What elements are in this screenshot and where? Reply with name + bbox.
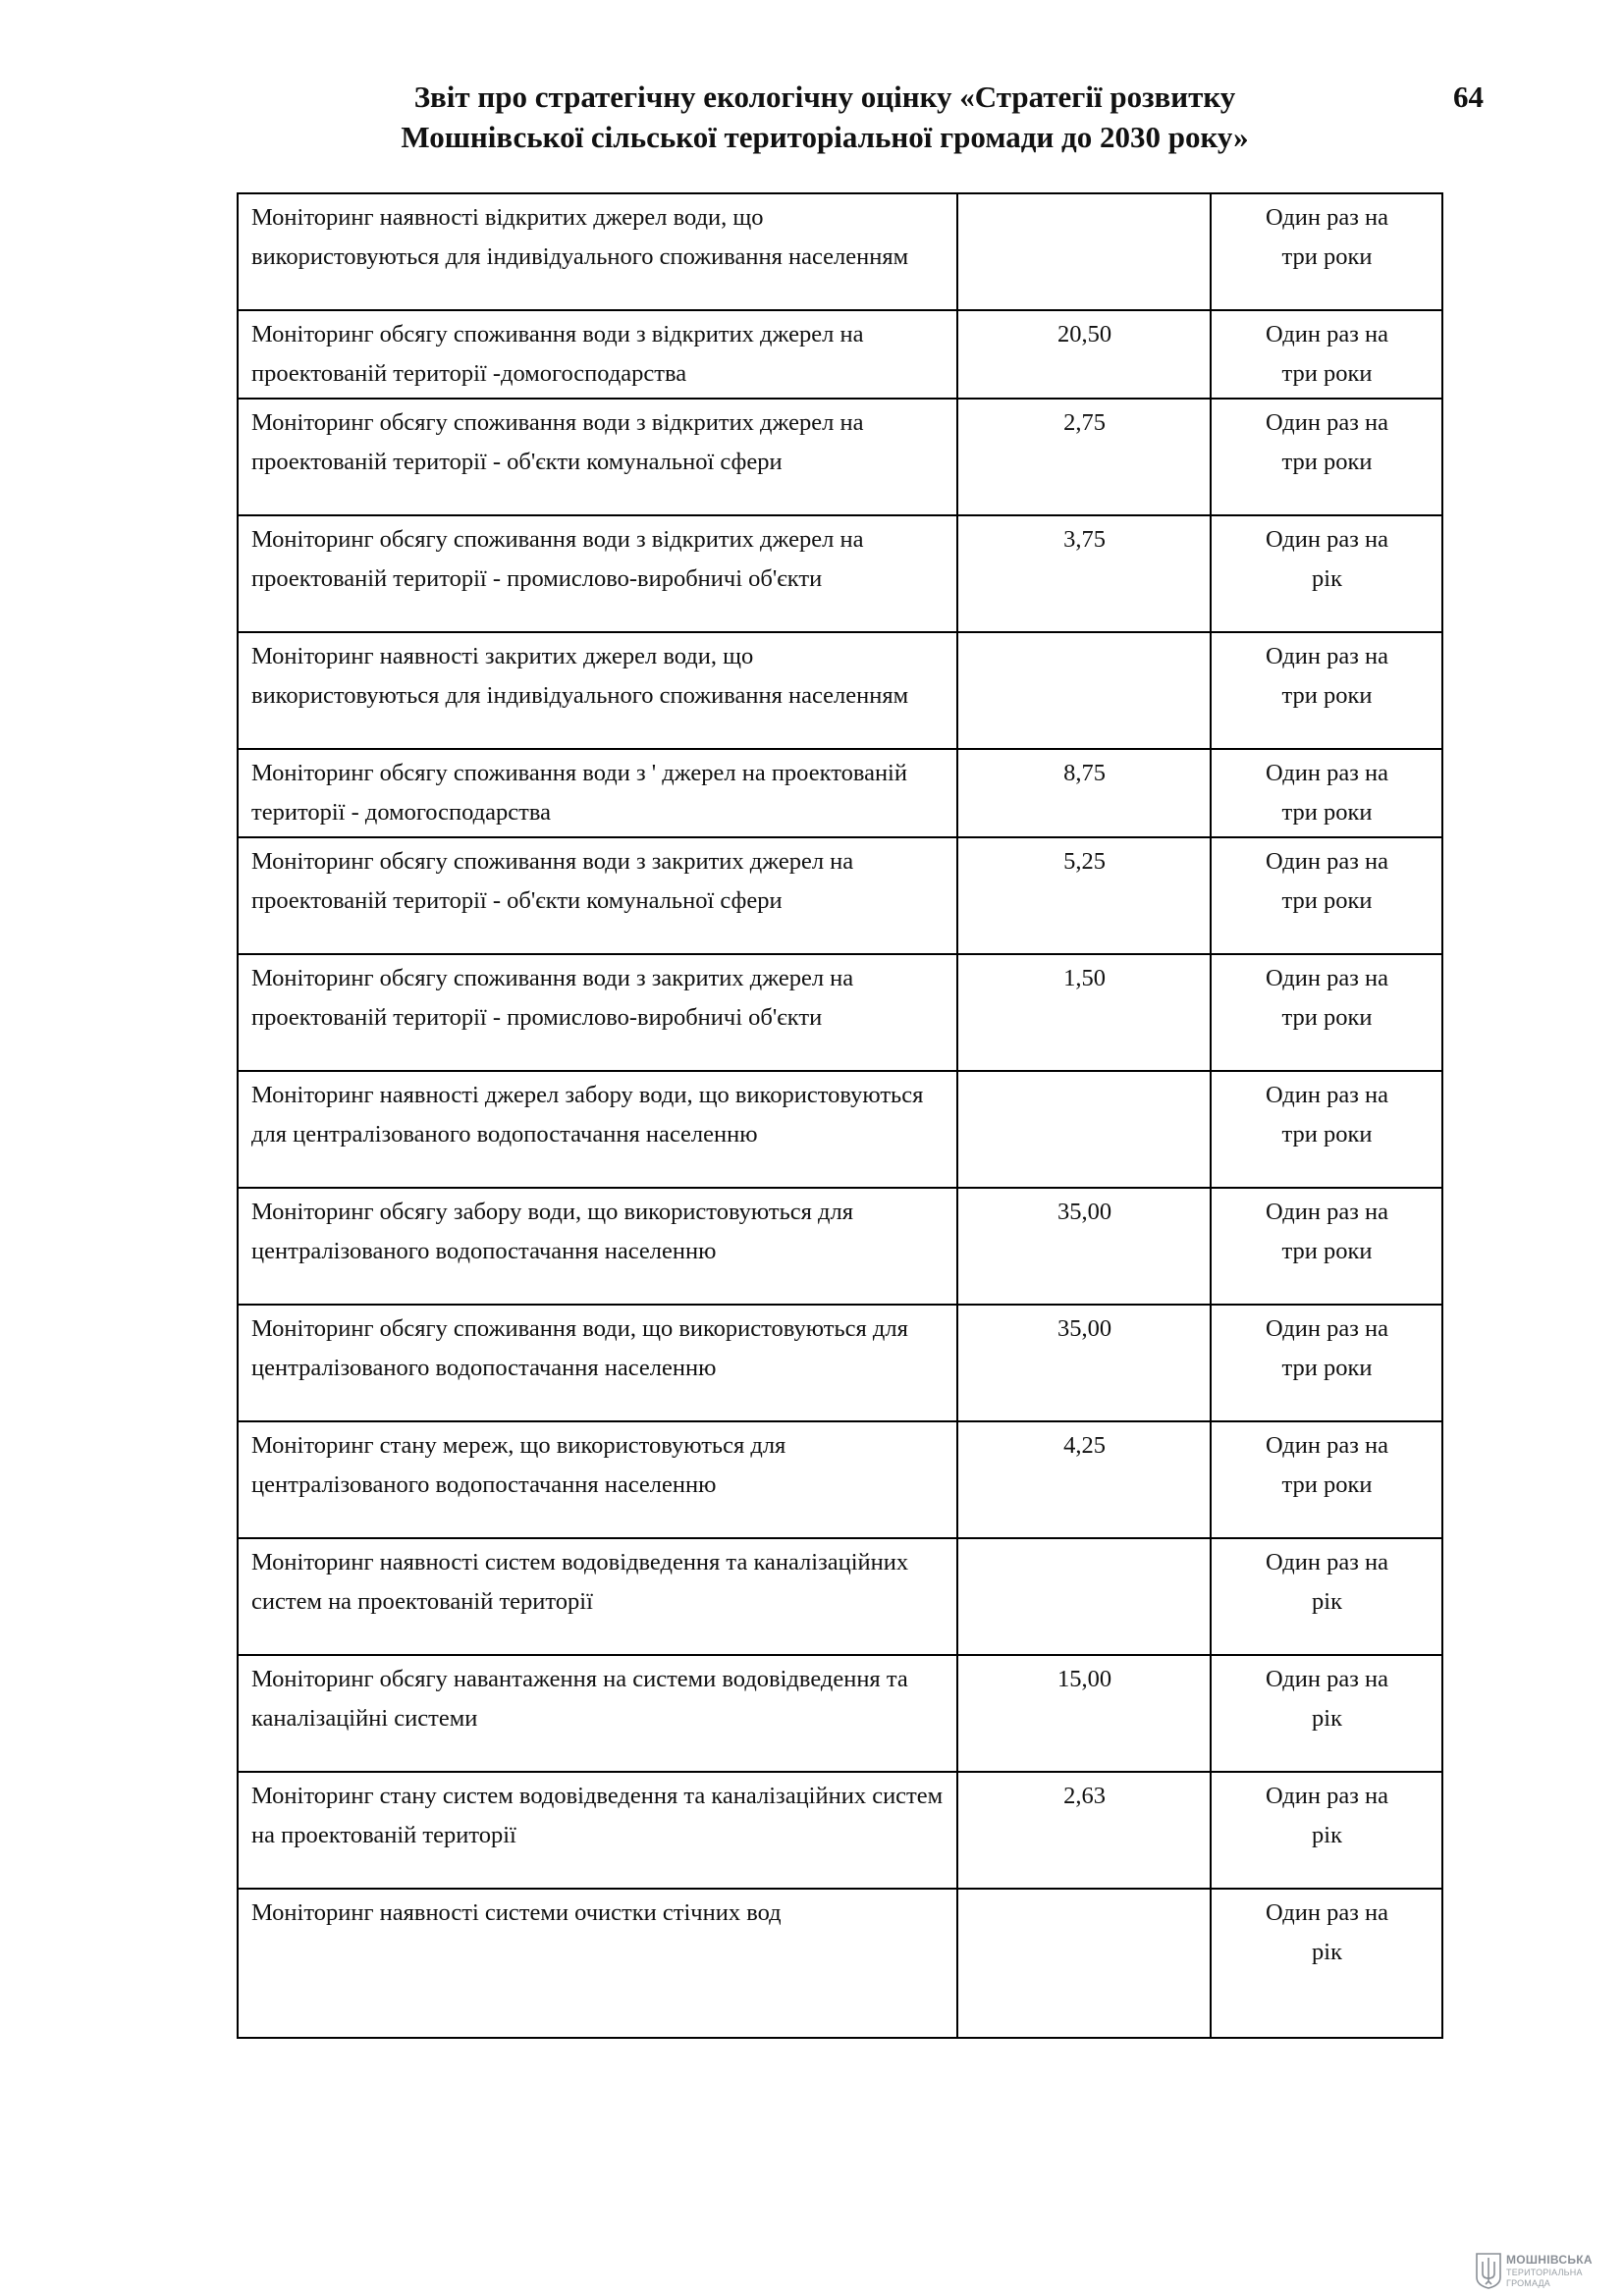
frequency-line: Один раз на xyxy=(1265,321,1389,347)
table-row xyxy=(238,1889,1442,2038)
row-frequency xyxy=(1211,1655,1442,1772)
row-cost: 20,50 xyxy=(957,310,1211,399)
header-title-line1: Звіт про стратегічну екологічну оцінку «Стратегії розвитку xyxy=(413,80,1236,114)
row-frequency xyxy=(1211,310,1442,399)
row-frequency xyxy=(1211,193,1442,310)
frequency-line: рік xyxy=(1312,1588,1342,1615)
frequency-line: Один раз на xyxy=(1265,760,1389,786)
row-description: Моніторинг наявності джерел забору води, що використовуються для централізованого водопостачання населенню xyxy=(238,1071,957,1188)
row-cost: 1,50 xyxy=(957,954,1211,1071)
frequency-line: Один раз на xyxy=(1265,1199,1389,1225)
row-frequency xyxy=(1211,1421,1442,1538)
frequency-line: рік xyxy=(1312,565,1342,592)
table-row xyxy=(238,1538,1442,1655)
row-frequency xyxy=(1211,954,1442,1071)
row-cost xyxy=(957,1538,1211,1655)
row-cost: 35,00 xyxy=(957,1305,1211,1421)
frequency-line: три роки xyxy=(1281,887,1373,914)
frequency-line: Один раз на xyxy=(1265,1549,1389,1575)
row-description: Моніторинг наявності закритих джерел води, що використовуються для індивідуального споживання населенням xyxy=(238,632,957,749)
row-cost: 8,75 xyxy=(957,749,1211,837)
row-cost xyxy=(957,632,1211,749)
page-number: 64 xyxy=(1453,80,1484,114)
page-header xyxy=(295,77,1355,157)
frequency-line: Один раз на xyxy=(1265,848,1389,875)
frequency-line: рік xyxy=(1312,1939,1342,1965)
monitoring-table xyxy=(237,192,1443,2039)
frequency-line: Один раз на xyxy=(1265,1432,1389,1459)
frequency-line: рік xyxy=(1312,1822,1342,1848)
row-description: Моніторинг обсягу споживання води з ' джерел на проектованій території - домогосподарства xyxy=(238,749,957,837)
frequency-line: Один раз на xyxy=(1265,1783,1389,1809)
table-row xyxy=(238,1305,1442,1421)
table-row xyxy=(238,954,1442,1071)
frequency-line: три роки xyxy=(1281,1471,1373,1498)
row-description: Моніторинг обсягу споживання води, що використовуються для централізованого водопостачання населенню xyxy=(238,1305,957,1421)
row-description: Моніторинг наявності відкритих джерел води, що використовуються для індивідуального споживання населенням xyxy=(238,193,957,310)
table-row xyxy=(238,1655,1442,1772)
frequency-line: Один раз на xyxy=(1265,1666,1389,1692)
row-cost xyxy=(957,1071,1211,1188)
frequency-line: Один раз на xyxy=(1265,1315,1389,1342)
frequency-line: три роки xyxy=(1281,682,1373,709)
table-row xyxy=(238,399,1442,515)
row-cost: 3,75 xyxy=(957,515,1211,632)
row-cost: 5,25 xyxy=(957,837,1211,954)
row-description: Моніторинг обсягу споживання води з закритих джерел на проектованій території - промислово-виробничі об'єкти xyxy=(238,954,957,1071)
row-frequency xyxy=(1211,749,1442,837)
row-description: Моніторинг стану систем водовідведення та каналізаційних систем на проектованій території xyxy=(238,1772,957,1889)
monitoring-table-body xyxy=(238,193,1442,2038)
frequency-line: рік xyxy=(1312,1705,1342,1732)
logo-subtitle-line1: ТЕРИТОРІАЛЬНА xyxy=(1506,2268,1583,2277)
row-description: Моніторинг стану мереж, що використовуються для централізованого водопостачання населенню xyxy=(238,1421,957,1538)
row-frequency xyxy=(1211,837,1442,954)
row-frequency xyxy=(1211,1305,1442,1421)
table-row xyxy=(238,632,1442,749)
frequency-line: Один раз на xyxy=(1265,526,1389,553)
logo-subtitle-line2: ГРОМАДА xyxy=(1506,2278,1550,2288)
row-frequency xyxy=(1211,399,1442,515)
row-frequency xyxy=(1211,1772,1442,1889)
row-cost: 2,63 xyxy=(957,1772,1211,1889)
frequency-line: три роки xyxy=(1281,799,1373,826)
table-row xyxy=(238,310,1442,399)
table-row xyxy=(238,1071,1442,1188)
table-row xyxy=(238,749,1442,837)
row-frequency xyxy=(1211,1071,1442,1188)
row-cost: 4,25 xyxy=(957,1421,1211,1538)
row-cost: 2,75 xyxy=(957,399,1211,515)
frequency-line: Один раз на xyxy=(1265,409,1389,436)
community-logo xyxy=(1476,2250,1615,2293)
row-cost: 35,00 xyxy=(957,1188,1211,1305)
logo-title: МОШНІВСЬКА xyxy=(1506,2253,1593,2267)
table-row xyxy=(238,837,1442,954)
row-description: Моніторинг наявності системи очистки стічних вод xyxy=(238,1889,957,2038)
row-description: Моніторинг обсягу споживання води з відкритих джерел на проектованій території -домогосподарства xyxy=(238,310,957,399)
frequency-line: три роки xyxy=(1281,1121,1373,1148)
row-frequency xyxy=(1211,1538,1442,1655)
row-frequency xyxy=(1211,515,1442,632)
frequency-line: три роки xyxy=(1281,1238,1373,1264)
frequency-line: три роки xyxy=(1281,360,1373,387)
frequency-line: Один раз на xyxy=(1265,965,1389,991)
frequency-line: Один раз на xyxy=(1265,1082,1389,1108)
row-cost: 15,00 xyxy=(957,1655,1211,1772)
row-cost xyxy=(957,193,1211,310)
row-description: Моніторинг обсягу навантаження на системи водовідведення та каналізаційні системи xyxy=(238,1655,957,1772)
table-row xyxy=(238,193,1442,310)
table-row xyxy=(238,1772,1442,1889)
header-title-line2: Мошнівської сільської територіальної громади до 2030 року» xyxy=(401,120,1249,154)
frequency-line: Один раз на xyxy=(1265,643,1389,669)
frequency-line: Один раз на xyxy=(1265,1899,1389,1926)
table-row xyxy=(238,1421,1442,1538)
row-description: Моніторинг обсягу забору води, що використовуються для централізованого водопостачання населенню xyxy=(238,1188,957,1305)
row-description: Моніторинг обсягу споживання води з відкритих джерел на проектованій території - об'єкти комунальної сфери xyxy=(238,399,957,515)
row-frequency xyxy=(1211,1889,1442,2038)
row-description: Моніторинг обсягу споживання води з відкритих джерел на проектованій території - промислово-виробничі об'єкти xyxy=(238,515,957,632)
frequency-line: Один раз на xyxy=(1265,204,1389,231)
row-description: Моніторинг обсягу споживання води з закритих джерел на проектованій території - об'єкти комунальної сфери xyxy=(238,837,957,954)
frequency-line: три роки xyxy=(1281,1004,1373,1031)
table-row xyxy=(238,515,1442,632)
frequency-line: три роки xyxy=(1281,449,1373,475)
frequency-line: три роки xyxy=(1281,243,1373,270)
trident-icon xyxy=(1476,2252,1501,2289)
row-frequency xyxy=(1211,632,1442,749)
row-description: Моніторинг наявності систем водовідведення та каналізаційних систем на проектованій території xyxy=(238,1538,957,1655)
frequency-line: три роки xyxy=(1281,1355,1373,1381)
table-row xyxy=(238,1188,1442,1305)
row-frequency xyxy=(1211,1188,1442,1305)
row-cost xyxy=(957,1889,1211,2038)
